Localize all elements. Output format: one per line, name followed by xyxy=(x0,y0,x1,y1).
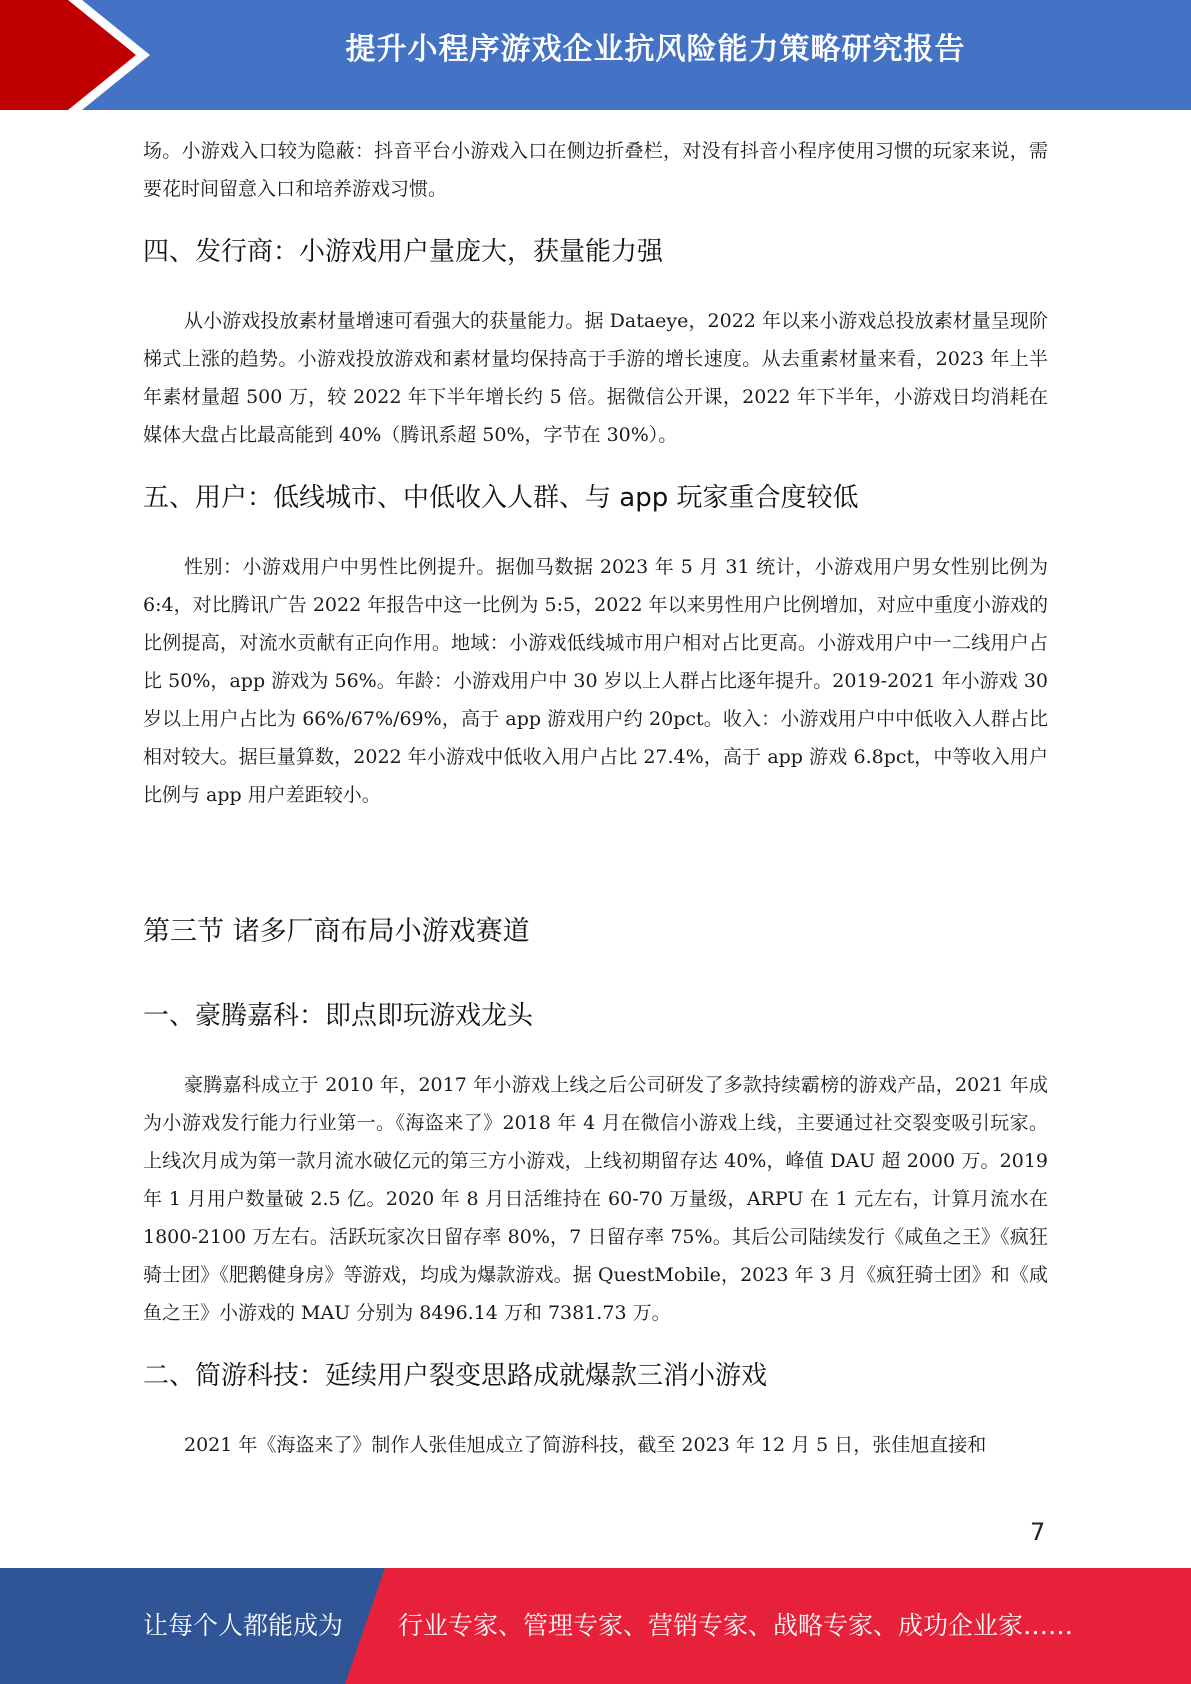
heading-section-three: 第三节 诸多厂商布局小游戏赛道 xyxy=(143,916,530,947)
heading-jianyou: 二、简游科技：延续用户裂变思路成就爆款三消小游戏 xyxy=(143,1361,768,1391)
paragraph-jianyou: 2021 年《海盗来了》制作人张佳旭成立了简游科技，截至 2023 年 12 月 5 日，张佳旭直接和 xyxy=(184,1434,987,1456)
footer-slogan-left: 让每个人都能成为 xyxy=(143,1611,344,1640)
paragraph-continued: 场。小游戏入口较为隐蔽：抖音平台小游戏入口在侧边折叠栏，对没有抖音小程序使用习惯的玩家来说，需要花时间留意入口和培养游戏习惯。 xyxy=(143,140,1048,200)
page-number: 7 xyxy=(1030,1518,1046,1546)
heading-publisher: 四、发行商：小游戏用户量庞大，获量能力强 xyxy=(143,237,664,267)
header-banner xyxy=(0,0,1191,110)
report-title: 提升小程序游戏企业抗风险能力策略研究报告 xyxy=(345,32,966,67)
footer-slogan-right: 行业专家、管理专家、营销专家、战略专家、成功企业家…… xyxy=(398,1611,1074,1640)
heading-haotengjiake: 一、豪腾嘉科：即点即玩游戏龙头 xyxy=(143,1001,534,1031)
paragraph-users: 性别：小游戏用户中男性比例提升。据伽马数据 2023 年 5 月 31 统计，小游戏用户男女性别比例为 6:4，对比腾讯广告 2022 年报告中这一比例为 5:5，2022 年以来男性用户比例增加，对应中重度小游戏的比例提高，对流水贡献有正向作用。地域：小游戏低线城市用户相对占比更高。小游戏用户中一二线用户占比 50%，app 游戏为 56%。年龄：小游戏用户中 30 岁以上人群占比逐年提升。2019-2021 年小游戏 30 岁以上用户占比为 66%/67%/69%，高于 app 游戏用户约 20pct。收入：小游戏用户中中低收入人群占比相对较大。据巨量算数，2022 年小游戏中低收入用户占比 27.4%，高于 app 游戏 6.8pct，中等收入用户比例与 app 用户差距较小。 xyxy=(143,556,1048,806)
page-content xyxy=(143,132,1048,1464)
heading-users: 五、用户：低线城市、中低收入人群、与 app 玩家重合度较低 xyxy=(143,483,859,513)
paragraph-haotengjiake: 豪腾嘉科成立于 2010 年，2017 年小游戏上线之后公司研发了多款持续霸榜的游戏产品，2021 年成为小游戏发行能力行业第一。《海盗来了》2018 年 4 月在微信小游戏上线，主要通过社交裂变吸引玩家。上线次月成为第一款月流水破亿元的第三方小游戏，上线初期留存达 40%，峰值 DAU 超 2000 万。2019 年 1 月用户数量破 2.5 亿。2020 年 8 月日活维持在 60-70 万量级，ARPU 在 1 元左右，计算月流水在 1800-2100 万左右。活跃玩家次日留存率 80%，7 日留存率 75%。其后公司陆续发行《咸鱼之王》《疯狂骑士团》《肥鹅健身房》等游戏，均成为爆款游戏。据 QuestMobile，2023 年 3 月《疯狂骑士团》和《咸鱼之王》小游戏的 MAU 分别为 8496.14 万和 7381.73 万。 xyxy=(143,1074,1048,1324)
paragraph-publisher: 从小游戏投放素材量增速可看强大的获量能力。据 Dataeye，2022 年以来小游戏总投放素材量呈现阶梯式上涨的趋势。小游戏投放游戏和素材量均保持高于手游的增长速度。从去重素材量来看，2023 年上半年素材量超 500 万，较 2022 年下半年增长约 5 倍。据微信公开课，2022 年下半年，小游戏日均消耗在媒体大盘占比最高能到 40%（腾讯系超 50%，字节在 30%）。 xyxy=(143,310,1048,446)
footer-banner xyxy=(0,1568,1191,1684)
